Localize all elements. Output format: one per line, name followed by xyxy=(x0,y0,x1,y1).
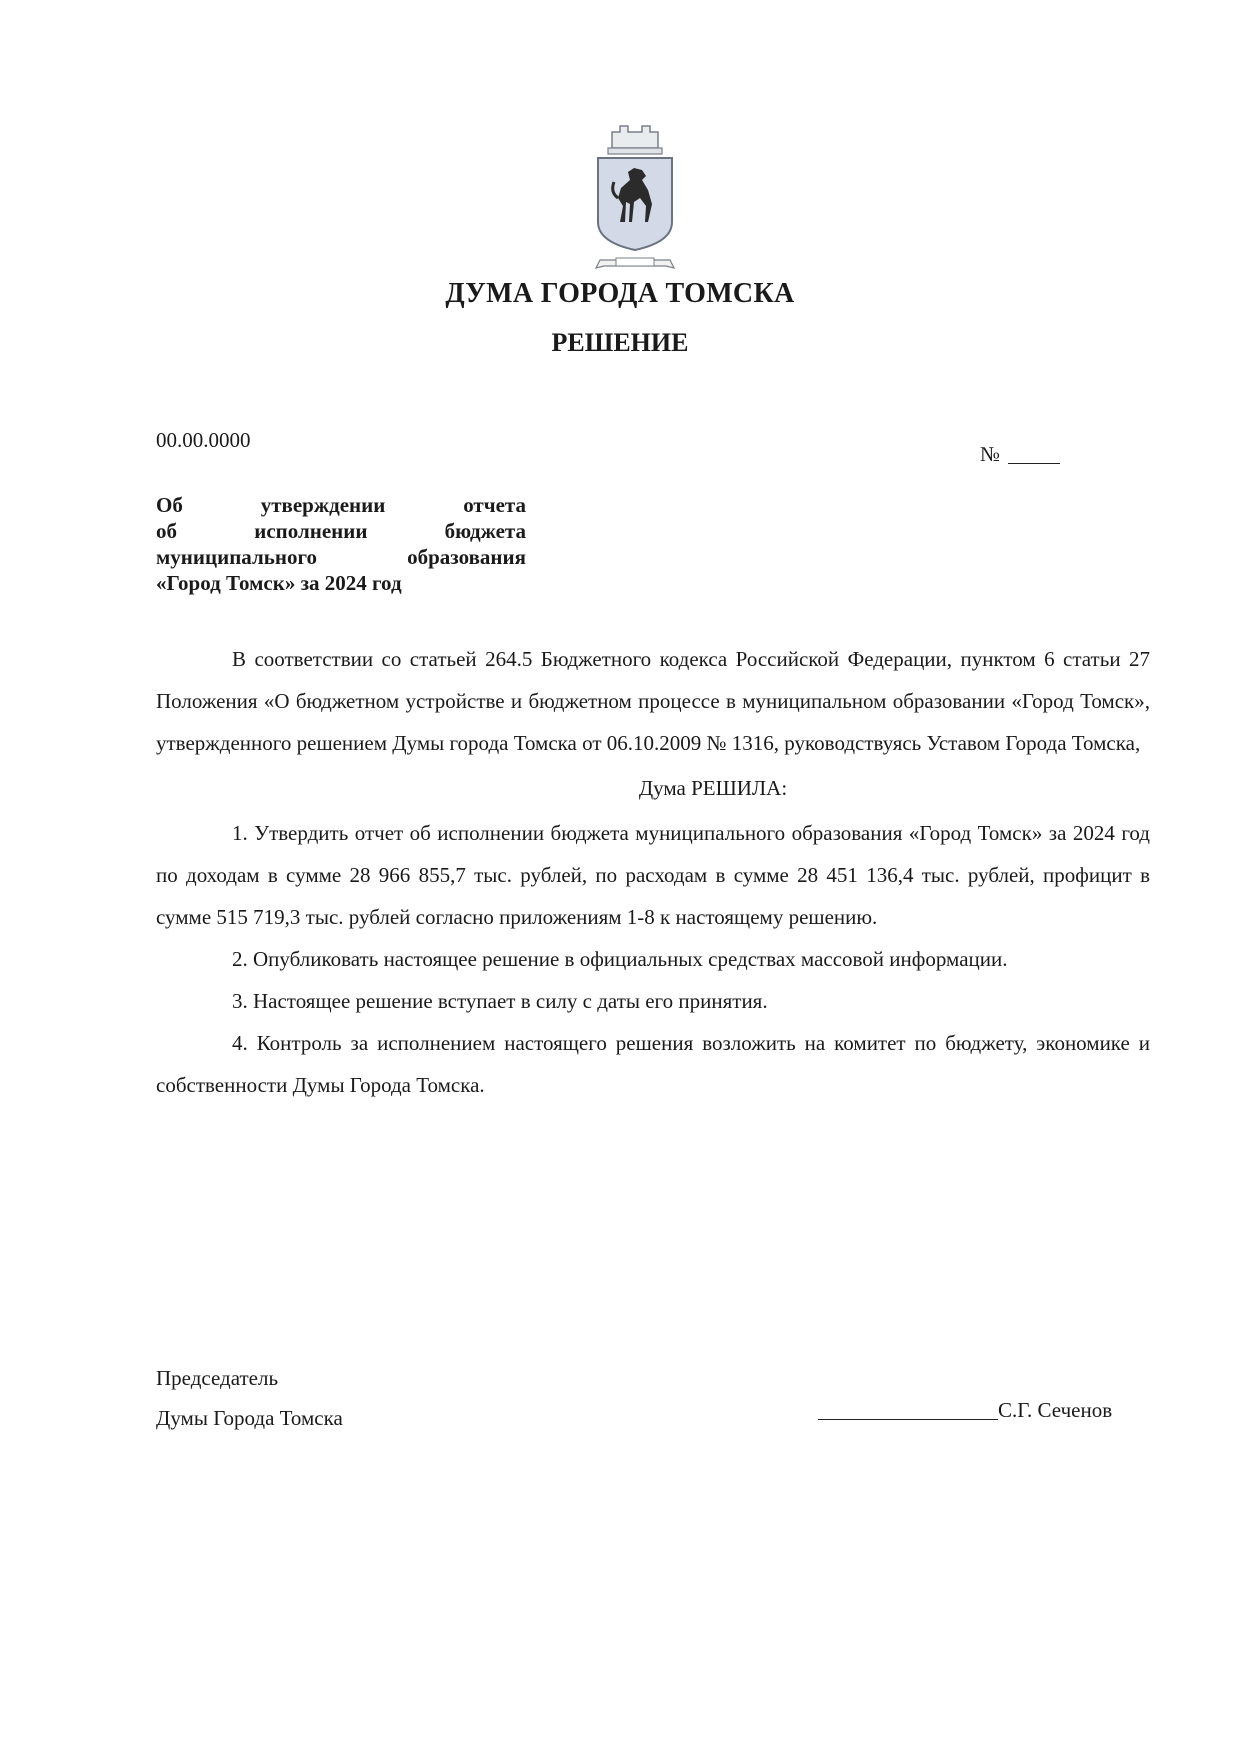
resolution-item: 2. Опубликовать настоящее решение в официальных средствах массовой информации. xyxy=(232,947,1008,971)
document-type: РЕШЕНИЕ xyxy=(551,328,689,357)
preamble-paragraph: В соответствии со статьей 264.5 Бюджетного кодекса Российской Федерации, пунктом 6 статьи 27 Положения «О бюджетном устройстве и бюджетном процессе в муниципальном образовании «Город Томск», утвержденного решением Думы города Томска от 06.10.2009 № 1316, руководствуясь Уставом Города Томска, xyxy=(156,647,1150,755)
number-blank-line xyxy=(1008,443,1060,464)
document-date: 00.00.0000 xyxy=(156,428,251,452)
signature-block xyxy=(818,1398,1112,1423)
document-number xyxy=(980,442,1060,467)
resolution-item: 4. Контроль за исполнением настоящего решения возложить на комитет по бюджету, экономике и собственности Думы Города Томска. xyxy=(156,1031,1150,1097)
subject-line: «Город Томск» за 2024 год xyxy=(156,571,402,595)
signatory-title-line: Думы Города Томска xyxy=(156,1406,343,1430)
subject-line: Об утверждении отчета xyxy=(156,493,526,517)
subject-line: об исполнении бюджета xyxy=(156,519,526,543)
signatory-name: С.Г. Сеченов xyxy=(998,1398,1113,1422)
signatory-title xyxy=(156,1358,343,1438)
resolution-item: 1. Утвердить отчет об исполнении бюджета муниципального образования «Город Томск» за 2024 год по доходам в сумме 28 966 855,7 тыс. рублей, по расходам в сумме 28 451 136,4 тыс. рублей, профицит в сумме 515 719,3 тыс. рублей согласно приложениям 1-8 к настоящему решению. xyxy=(156,821,1150,929)
subject-line: муниципального образования xyxy=(156,545,526,569)
resolution-item: 3. Настоящее решение вступает в силу с даты его принятия. xyxy=(232,989,768,1013)
signature-line xyxy=(818,1399,998,1420)
resolved-heading: Дума РЕШИЛА: xyxy=(638,776,788,800)
number-label: № xyxy=(980,442,1001,466)
resolution-items xyxy=(156,812,1150,1106)
document-body xyxy=(156,638,1150,1106)
org-name: ДУМА ГОРОДА ТОМСКА xyxy=(445,278,795,309)
document-subject xyxy=(156,492,526,596)
signatory-title-line: Председатель xyxy=(156,1366,279,1390)
tomsk-coat-of-arms-icon xyxy=(590,118,680,278)
